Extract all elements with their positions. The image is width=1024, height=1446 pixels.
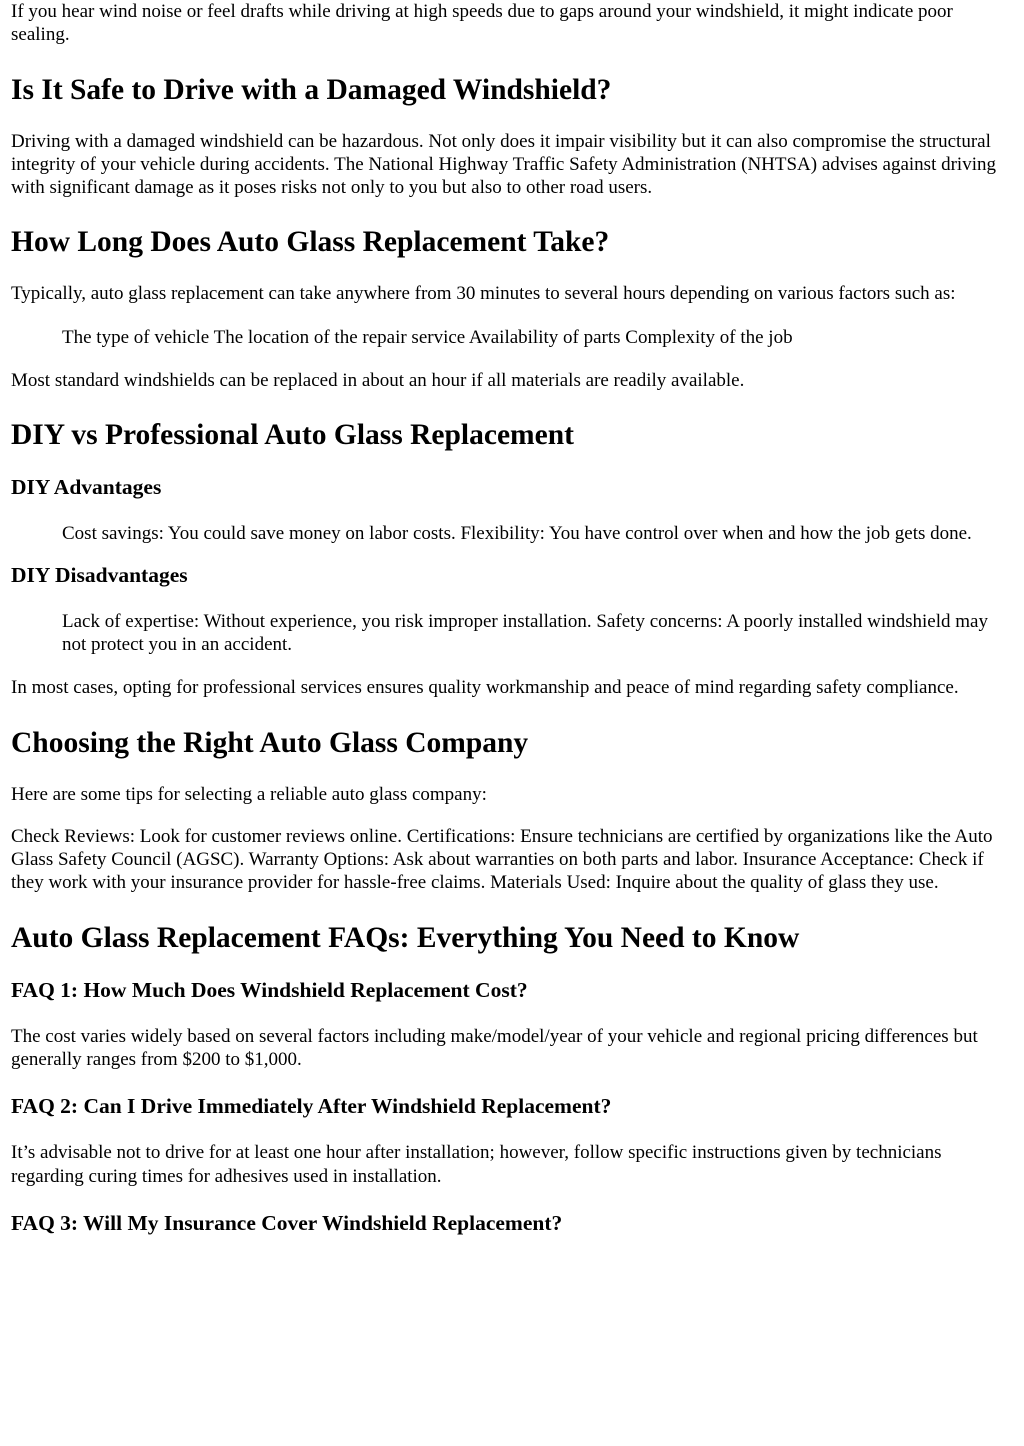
safe-heading: Is It Safe to Drive with a Damaged Windshield? <box>11 73 612 106</box>
diy-advantages-heading: DIY Advantages <box>11 475 162 500</box>
faqs-heading: Auto Glass Replacement FAQs: Everything You Need to Know <box>11 921 800 954</box>
diy-conclusion: In most cases, opting for professional services ensures quality workmanship and peace of mind regarding safety compliance. <box>11 677 959 699</box>
diy-advantages-list: Cost savings: You could save money on labor costs. Flexibility: You have control over when and how the job gets done. <box>62 523 972 545</box>
choosing-heading: Choosing the Right Auto Glass Company <box>11 726 529 759</box>
duration-heading: How Long Does Auto Glass Replacement Take? <box>11 226 610 259</box>
faq-answer: It’s advisable not to drive for at least one hour after installation; however, follow specific instructions given by technicians regarding curing times for adhesives used in installation. <box>11 1142 942 1187</box>
safe-paragraph: Driving with a damaged windshield can be hazardous. Not only does it impair visibility but it can also compromise the structural integrity of your vehicle during accidents. The National Highway Traffic Safety Administration (NHTSA) advises against driving with significant damage as it poses risks not only to you but also to other road users. <box>11 130 996 199</box>
diy-heading: DIY vs Professional Auto Glass Replacement <box>11 419 574 452</box>
faq-question: FAQ 1: How Much Does Windshield Replacement Cost? <box>11 977 528 1002</box>
article <box>11 0 1011 1236</box>
duration-paragraph: Typically, auto glass replacement can take anywhere from 30 minutes to several hours depending on various factors such as: <box>11 283 956 305</box>
diy-disadvantages-heading: DIY Disadvantages <box>11 562 188 587</box>
choosing-intro: Here are some tips for selecting a reliable auto glass company: <box>11 783 487 805</box>
faq-answer: The cost varies widely based on several factors including make/model/year of your vehicle and regional pricing differences but generally ranges from $200 to $1,000. <box>11 1025 978 1071</box>
intro-paragraph: If you hear wind noise or feel drafts while driving at high speeds due to gaps around your windshield, it might indicate poor sealing. <box>11 1 953 46</box>
duration-note: Most standard windshields can be replaced in about an hour if all materials are readily available. <box>11 370 745 392</box>
duration-factors-list: The type of vehicle The location of the repair service Availability of parts Complexity of the job <box>62 326 793 348</box>
diy-disadvantages-list: Lack of expertise: Without experience, you risk improper installation. Safety concerns: A poorly installed windshield may not protect you in an accident. <box>62 610 988 655</box>
faq-question: FAQ 3: Will My Insurance Cover Windshield Replacement? <box>11 1210 563 1235</box>
faq-question: FAQ 2: Can I Drive Immediately After Windshield Replacement? <box>11 1094 612 1119</box>
choosing-tips: Check Reviews: Look for customer reviews online. Certifications: Ensure technicians are certified by organizations like the Auto Glass Safety Council (AGSC). Warranty Options: Ask about warranties on both parts and labor. Insurance Acceptance: Check if they work with your insurance provider for hassle-free claims. Materials Used: Inquire about the quality of glass they use. <box>11 825 993 894</box>
